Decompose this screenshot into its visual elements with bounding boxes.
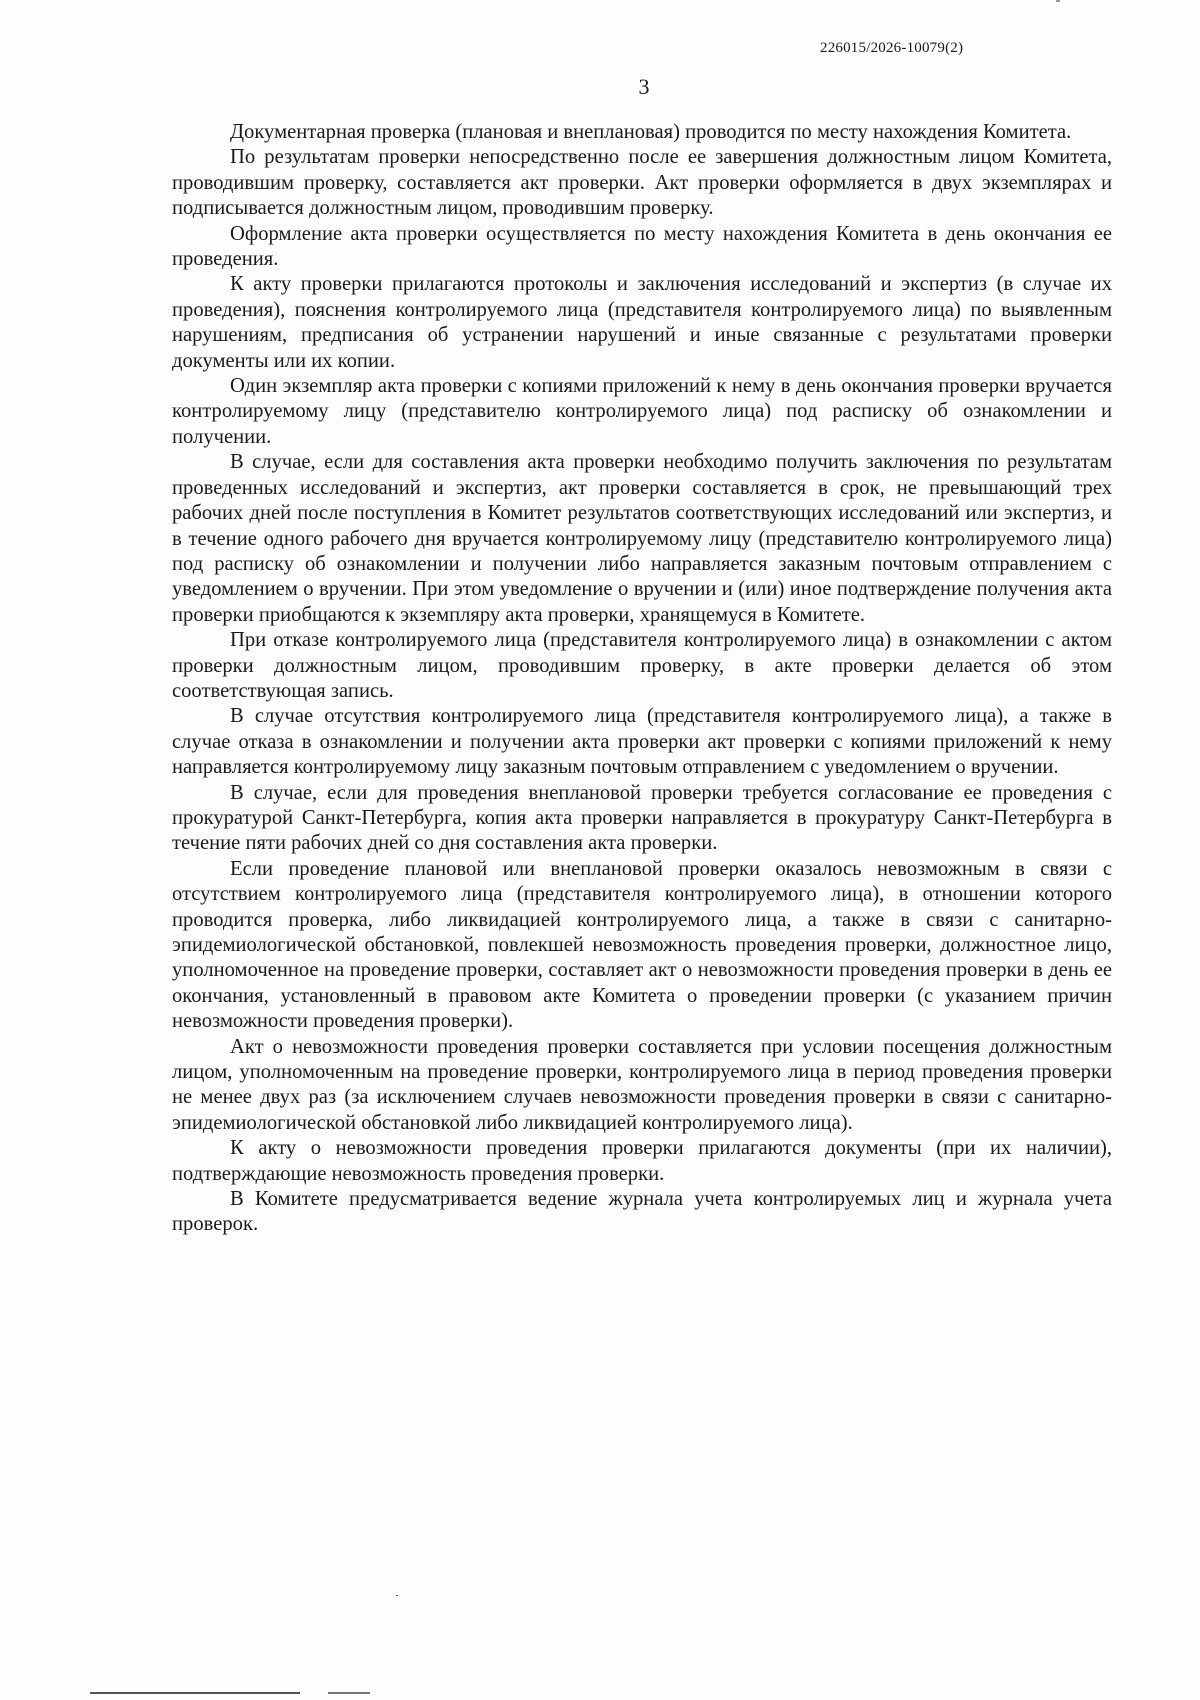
paragraph: Если проведение плановой или внеплановой проверки оказалось невозможным в связи с отсутствием контролируемого лица (представителя контролируемого лица), в отношении которого проводится проверка, либо ликвидацией контролируемого лица, а также в связи с санитарно-эпидемиологической обстановкой, повлекшей невозможность проведения проверки, должностное лицо, уполномоченное на проведение проверки, составляет акт о невозможности проведения проверки в день ее окончания, установленный в правовом акте Комитета о проведении проверки (с указанием причин невозможности проведения проверки).: [172, 857, 1112, 1033]
paragraph: Акт о невозможности проведения проверки составляется при условии посещения должностным лицом, уполномоченным на проведение проверки, контролируемого лица в период проведения проверки не менее двух раз (за исключением случаев невозможности проведения проверки в связи с санитарно-эпидемиологической обстановкой либо ликвидацией контролируемого лица).: [172, 1035, 1112, 1134]
paragraph: По результатам проверки непосредственно после ее завершения должностным лицом Комитета, проводившим проверку, составляется акт проверки. Акт проверки оформляется в двух экземплярах и подписывается должностным лицом, проводившим проверку.: [172, 146, 1112, 220]
document-number: 226015/2026-10079(2): [820, 40, 964, 56]
page-number: 3: [638, 74, 650, 99]
paragraph: Оформление акта проверки осуществляется по месту нахождения Комитета в день окончания ее проведения.: [172, 222, 1112, 271]
paragraph: В случае, если для составления акта проверки необходимо получить заключения по результатам проведенных исследований и экспертиз, акт проверки составляется в срок, не превышающий трех рабочих дней после поступления в Комитет результатов соответствующих исследований или экспертиз, и в течение одного рабочего дня вручается контролируемому лицу (представителю контролируемого лица) под расписку об ознакомлении и получении либо направляется заказным почтовым отправлением с уведомлением о вручении. При этом уведомление о вручении и (или) иное подтверждение получения акта проверки приобщаются к экземпляру акта проверки, хранящемуся в Комитете.: [172, 451, 1112, 626]
paragraph: К акту о невозможности проведения проверки прилагаются документы (при их наличии), подтверждающие невозможность проведения проверки.: [172, 1137, 1112, 1185]
paragraph: При отказе контролируемого лица (представителя контролируемого лица) в ознакомлении с актом проверки должностным лицом, проводившим проверку, в акте проверки делается об этом соответствующая запись.: [172, 629, 1112, 702]
scan-artifact-mark: [1056, 0, 1060, 2]
paragraph: В Комитете предусматривается ведение журнала учета контролируемых лиц и журнала учета проверок.: [172, 1188, 1112, 1236]
paragraph: К акту проверки прилагаются протоколы и заключения исследований и экспертиз (в случае их проведения), пояснения контролируемого лица (представителя контролируемого лица) по выявленным нарушениям, предписания об устранении нарушений и иные связанные с результатами проверки документы или их копии.: [172, 273, 1112, 372]
scan-speck: [396, 1595, 398, 1596]
paragraph: Документарная проверка (плановая и внеплановая) проводится по месту нахождения Комитета.: [230, 121, 1072, 143]
paragraph: Один экземпляр акта проверки с копиями приложений к нему в день окончания проверки вручается контролируемому лицу (представителю контролируемого лица) под расписку об ознакомлении и получении.: [172, 375, 1112, 448]
paragraph: В случае отсутствия контролируемого лица (представителя контролируемого лица), а также в случае отказа в ознакомлении и получении акта проверки акт проверки с копиями приложений к нему направляется контролируемому лицу заказным почтовым отправлением с уведомлением о вручении.: [172, 705, 1112, 779]
document-body: [172, 120, 1112, 1238]
footer-rule: [90, 1692, 440, 1694]
paragraph: В случае, если для проведения внеплановой проверки требуется согласование ее проведения с прокуратурой Санкт-Петербурга, копия акта проверки направляется в прокуратуру Санкт-Петербурга в течение пяти рабочих дней со дня составления акта проверки.: [172, 781, 1112, 855]
